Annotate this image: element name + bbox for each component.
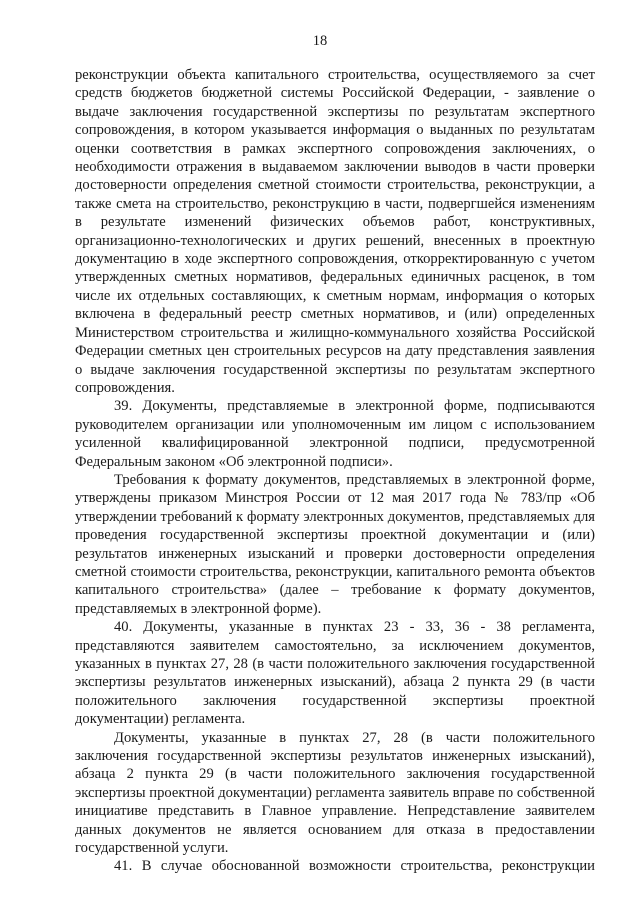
- paragraph-format-requirements: Требования к формату документов, представляемых в электронной форме, утверждены приказом Минстроя России от 12 мая 2017 года № 783/пр «Об утверждении требований к формату электронных документов, представляемых для проведения государственной экспертизы проектной документации и (или) результатов инженерных изысканий и проверки достоверности определения сметной стоимости строительства, реконструкции, капитального ремонта объектов капитального строительства» (далее – требование к формату документов, представляемых в электронной форме).: [75, 471, 595, 617]
- paragraph-continuation: реконструкции объекта капитального строительства, осуществляемого за счет средств бюджетов бюджетной системы Российской Федерации, - заявление о выдаче заключения государственной экспертизы по результатам экспертного сопровождения, в котором указывается информация о выданных по результатам оценки соответствия в рамках экспертного сопровождения заключениях, о необходимости отражения в выдаваемом заключении выводов в части проверки достоверности определения сметной стоимости строительства, реконструкции, а также смета на строительство, реконструкцию в части, подвергшейся изменениям в результате изменений физических объемов работ, конструктивных, организационно-технологических и других решений, внесенных в проектную документацию в ходе экспертного сопровождения, откорректированную с учетом утвержденных сметных нормативов, федеральных единичных расценок, в том числе их отдельных составляющих, к сметным нормам, информация о которых включена в федеральный реестр сметных нормативов, и (или) определенных Министерством строительства и жилищно-коммунального хозяйства Российской Федерации сметных цен строительных ресурсов на дату представления заявления о выдаче заключения государственной экспертизы по результатам экспертного сопровождения.: [75, 67, 595, 396]
- paragraph-documents-optional: Документы, указанные в пунктах 27, 28 (в части положительного заключения государственной экспертизы результатов инженерных изысканий), абзаца 2 пункта 29 (в части положительного заключения государственной экспертизы проектной документации) регламента заявитель вправе по собственной инициативе представить в Главное управление. Непредставление заявителем данных документов не является основанием для отказа в предоставлении государственной услуги.: [75, 729, 595, 857]
- paragraph-39: 39. Документы, представляемые в электронной форме, подписываются руководителем организации или уполномоченным им лицом с использованием усиленной квалифицированной электронной подписи, предусмотренной Федеральным законом «Об электронной подписи».: [75, 398, 595, 470]
- paragraph-40: 40. Документы, указанные в пунктах 23 - 33, 36 - 38 регламента, представляются заявителем самостоятельно, за исключением документов, указанных в пунктах 27, 28 (в части положительного заключения государственной экспертизы результатов инженерных изысканий), абзаца 2 пункта 29 (в части положительного заключения государственной экспертизы проектной документации) регламента.: [75, 619, 595, 728]
- paragraph-41: 41. В случае обоснованной возможности строительства, реконструкции: [114, 858, 595, 875]
- document-body: [75, 66, 595, 876]
- page-number: 18: [312, 33, 328, 49]
